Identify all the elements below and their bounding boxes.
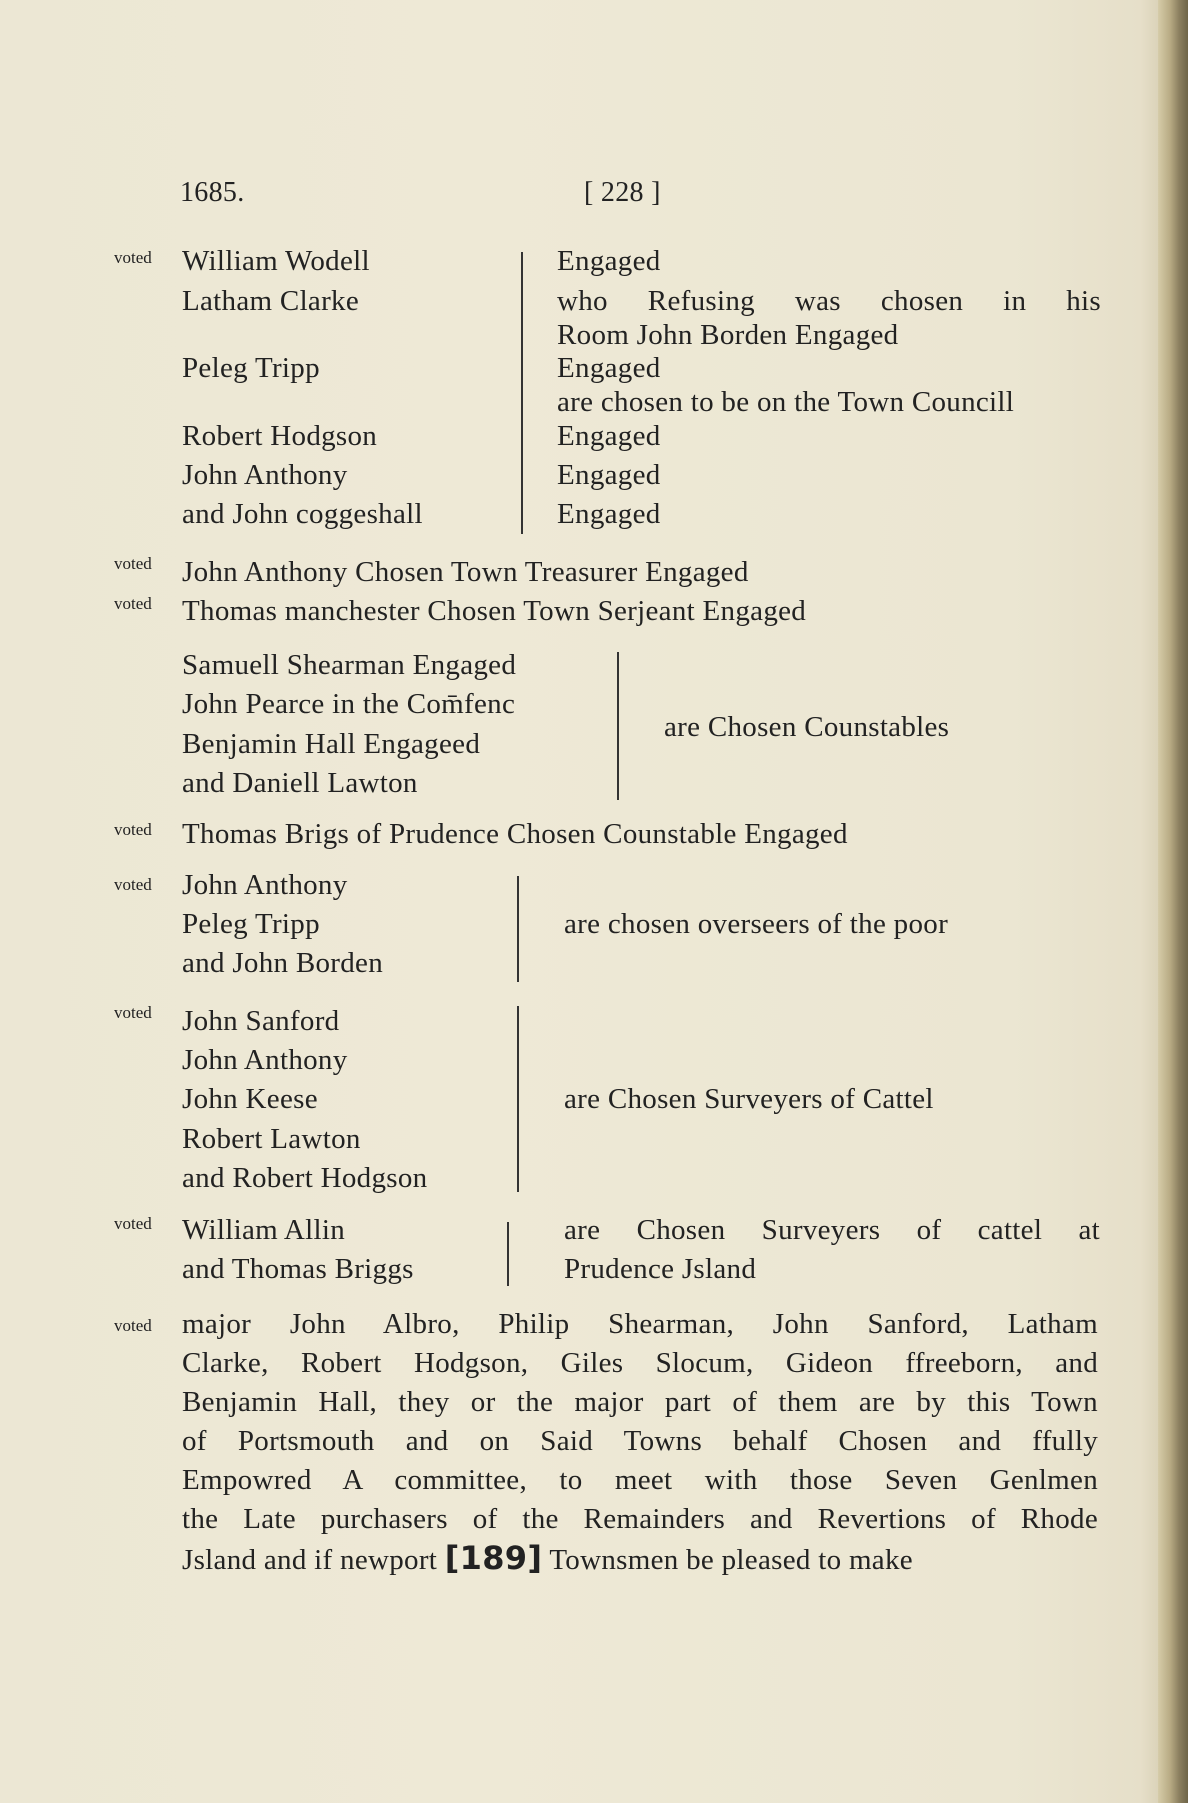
status-line: Engaged bbox=[557, 245, 661, 277]
name-line: and Robert Hodgson bbox=[182, 1162, 428, 1194]
assignment-text: are chosen overseers of the poor bbox=[564, 908, 949, 940]
year-heading: 1685. bbox=[180, 177, 245, 208]
record-line: John Anthony Chosen Town Treasurer Engaged bbox=[182, 556, 749, 588]
name-line: John Keese bbox=[182, 1083, 318, 1115]
voted-label: voted bbox=[114, 554, 152, 573]
name-line: and Daniell Lawton bbox=[182, 767, 418, 799]
page-number: [ 228 ] bbox=[584, 177, 661, 208]
original-page-marker: [189] bbox=[444, 1539, 543, 1577]
assignment-text: Prudence Jsland bbox=[564, 1253, 757, 1285]
status-line: Engaged bbox=[557, 498, 661, 530]
voted-label: voted bbox=[114, 1214, 152, 1233]
name-line: Samuell Shearman Engaged bbox=[182, 649, 517, 681]
paragraph-text: Jsland and if newport bbox=[182, 1544, 438, 1576]
paragraph-line: Clarke, Robert Hodgson, Giles Slocum, Gideon ffreeborn, and bbox=[182, 1347, 1098, 1379]
brace bbox=[517, 1006, 519, 1192]
name-line: John Anthony bbox=[182, 869, 348, 901]
status-line: Engaged bbox=[557, 459, 661, 491]
assignment-text: are Chosen Counstables bbox=[664, 711, 950, 743]
paragraph-last-line bbox=[182, 1541, 913, 1577]
paragraph-line: Empowred A committee, to meet with those Seven Genlmen bbox=[182, 1464, 1098, 1496]
paragraph-line: major John Albro, Philip Shearman, John Sanford, Latham bbox=[182, 1308, 1098, 1340]
name-line: William Allin bbox=[182, 1214, 346, 1246]
assignment-text: are Chosen Surveyers of Cattel bbox=[564, 1083, 934, 1115]
brace bbox=[517, 876, 519, 982]
assignment-text: are Chosen Surveyers of cattel at bbox=[564, 1214, 1100, 1246]
name-line: John Anthony bbox=[182, 1044, 348, 1076]
voted-label: voted bbox=[114, 594, 152, 613]
name-line: John Pearce in the Com̄fenc bbox=[182, 688, 516, 720]
name-line: Latham Clarke bbox=[182, 285, 360, 317]
name-line: Robert Lawton bbox=[182, 1123, 361, 1155]
name-line: Robert Hodgson bbox=[182, 420, 378, 452]
name-line: and Thomas Briggs bbox=[182, 1253, 414, 1285]
name-line: William Wodell bbox=[182, 245, 370, 277]
paragraph-line: the Late purchasers of the Remainders and Revertions of Rhode bbox=[182, 1503, 1098, 1535]
record-line: Thomas Brigs of Prudence Chosen Counstable Engaged bbox=[182, 818, 848, 850]
status-line: are chosen to be on the Town Councill bbox=[557, 386, 1015, 418]
status-line: Room John Borden Engaged bbox=[557, 319, 899, 351]
name-line: John Sanford bbox=[182, 1005, 340, 1037]
voted-label: voted bbox=[114, 820, 152, 839]
name-line: Peleg Tripp bbox=[182, 352, 320, 384]
brace bbox=[507, 1222, 509, 1286]
brace bbox=[521, 252, 523, 534]
name-line: Benjamin Hall Engageed bbox=[182, 728, 481, 760]
record-line: Thomas manchester Chosen Town Serjeant Engaged bbox=[182, 595, 807, 627]
paragraph-line: Benjamin Hall, they or the major part of them are by this Town bbox=[182, 1386, 1098, 1418]
name-line: and John coggeshall bbox=[182, 498, 423, 530]
voted-label: voted bbox=[114, 248, 152, 267]
name-line: Peleg Tripp bbox=[182, 908, 320, 940]
status-line: who Refusing was chosen in his bbox=[557, 285, 1101, 317]
voted-label: voted bbox=[114, 875, 152, 894]
voted-label: voted bbox=[114, 1003, 152, 1022]
name-line: John Anthony bbox=[182, 459, 348, 491]
paragraph-text: Townsmen be pleased to make bbox=[549, 1544, 913, 1576]
paragraph-line: of Portsmouth and on Said Towns behalf Chosen and ffully bbox=[182, 1425, 1098, 1457]
status-line: Engaged bbox=[557, 352, 661, 384]
page-edge bbox=[1158, 0, 1188, 1803]
brace bbox=[617, 652, 619, 800]
status-line: Engaged bbox=[557, 420, 661, 452]
name-line: and John Borden bbox=[182, 947, 384, 979]
voted-label: voted bbox=[114, 1316, 152, 1335]
